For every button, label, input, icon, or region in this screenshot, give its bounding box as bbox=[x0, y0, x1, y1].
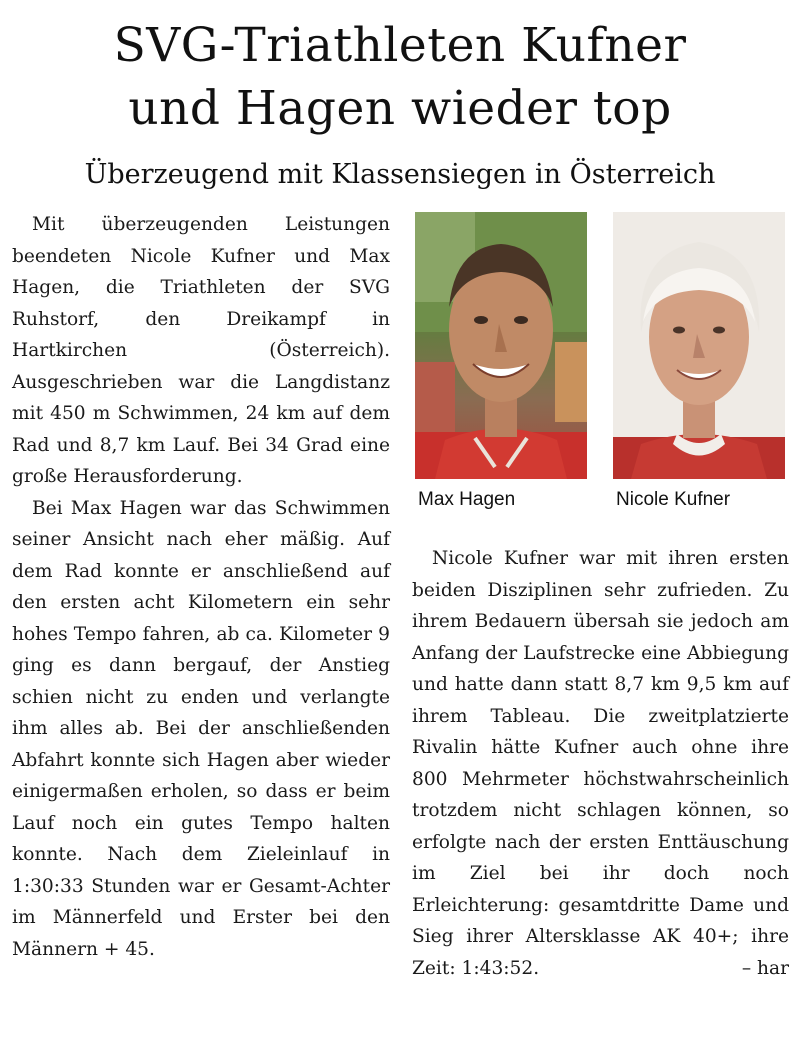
caption-max-hagen: Max Hagen bbox=[418, 489, 516, 510]
photo-max-hagen bbox=[415, 212, 587, 479]
article-column-right bbox=[412, 543, 789, 984]
portrait-woman-image bbox=[613, 212, 785, 479]
article-column-left bbox=[12, 209, 390, 965]
paragraph-nicole-kufner bbox=[412, 543, 789, 984]
subheadline: Überzeugend mit Klassensiegen in Österreich bbox=[84, 159, 716, 190]
paragraph-max-hagen: Bei Max Hagen war das Schwimmen seiner Ansicht nach eher mäßig. Auf dem Rad konnte er anschließend auf den ersten acht Kilometern ein sehr hohes Tempo fahren, ab ca. Kilometer 9 ging es dann bergauf, der Anstieg schien nicht zu enden und verlangte ihm alles ab. Bei der anschließenden Abfahrt konnte sich Hagen aber wieder einigermaßen erholen, so dass er beim Lauf noch ein gutes Tempo halten konnte. Nach dem Zieleinlauf in 1:30:33 Stunden war er Gesamt-Achter im Männerfeld und Erster bei den Männern + 45. bbox=[12, 497, 390, 960]
paragraph-nicole-text: Nicole Kufner war mit ihren ersten beiden Disziplinen sehr zufrieden. Zu ihrem Bedauern übersah sie jedoch am Anfang der Laufstrecke eine Abbiegung und hatte dann statt 8,7 km 9,5 km auf ihrem Tableau. Die zweitplatzierte Rivalin hätte Kufner auch ohne ihre 800 Mehrmeter höchstwahrscheinlich trotzdem nicht schlagen können, so erfolgte nach der ersten Enttäuschung im Ziel bei ihr doch noch Erleichterung: gesamtdritte Dame und Sieg ihrer Altersklasse AK 40+; ihre Zeit: 1:43:52. bbox=[412, 548, 789, 979]
headline-line-1: SVG-Triathleten Kufner bbox=[113, 18, 687, 73]
paragraph-intro: Mit überzeugenden Leistungen beendeten Nicole Kufner und Max Hagen, die Triathleten der SVG Ruhstorf, den Dreikampf in Hartkirchen (Österreich). Ausgeschrieben war die Langdistanz mit 450 m Schwimmen, 24 km auf dem Rad und 8,7 km Lauf. Bei 34 Grad eine große Herausforderung. bbox=[12, 214, 390, 487]
author-signature: – har bbox=[741, 957, 789, 979]
headline-line-2: und Hagen wieder top bbox=[128, 81, 672, 136]
headline bbox=[0, 14, 800, 140]
caption-nicole-kufner: Nicole Kufner bbox=[616, 489, 731, 510]
photo-nicole-kufner bbox=[613, 212, 785, 479]
portrait-man-image bbox=[415, 212, 587, 479]
